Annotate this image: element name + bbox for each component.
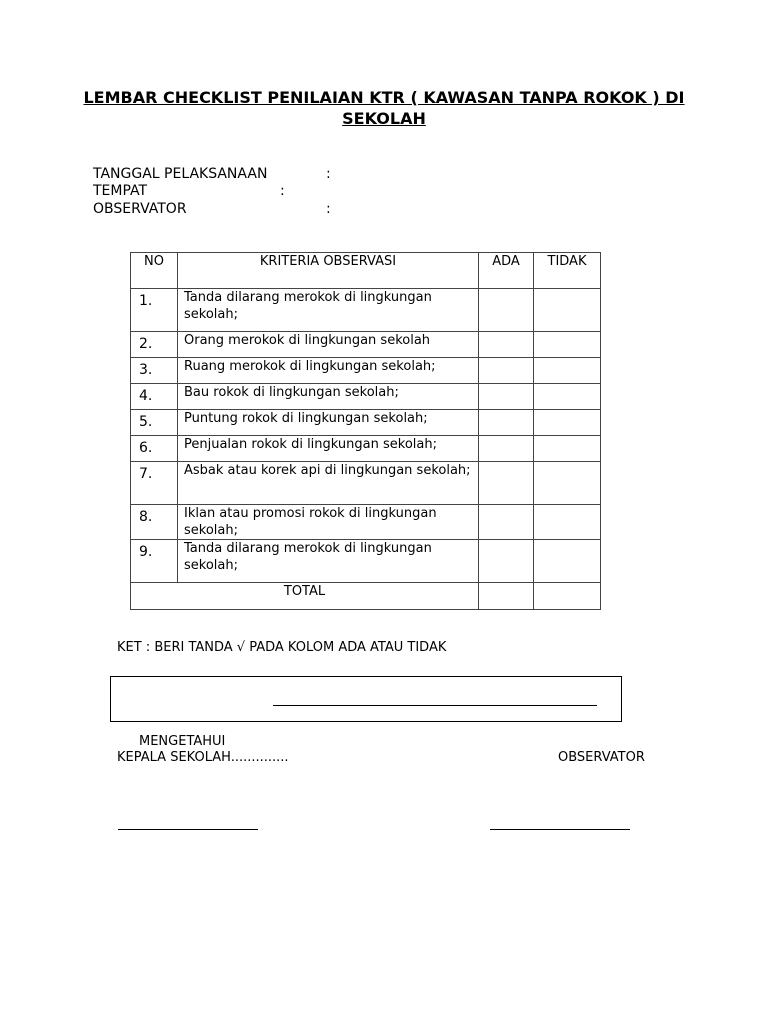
total-tidak-cell[interactable]: [534, 583, 601, 610]
row-tidak-cell[interactable]: [534, 410, 601, 436]
row-ada-cell[interactable]: [479, 384, 534, 410]
row-tidak-cell[interactable]: [534, 289, 601, 332]
header-tidak: TIDAK: [534, 253, 601, 289]
row-kriteria: Puntung rokok di lingkungan sekolah;: [178, 410, 479, 436]
row-no: 6.: [131, 436, 178, 462]
ket-instruction: KET : BERI TANDA √ PADA KOLOM ADA ATAU TIDAK: [117, 640, 447, 655]
row-no: 2.: [131, 332, 178, 358]
row-ada-cell[interactable]: [479, 540, 534, 583]
row-kriteria: Tanda dilarang merokok di lingkungan sekolah;: [178, 540, 479, 583]
table-row: [131, 505, 601, 540]
table-row: [131, 436, 601, 462]
observator-signature-label: OBSERVATOR: [558, 750, 645, 765]
row-no: 5.: [131, 410, 178, 436]
note-line: [273, 705, 597, 706]
row-kriteria: Ruang merokok di lingkungan sekolah;: [178, 358, 479, 384]
observator-signature-line: [490, 829, 630, 830]
tempat-label: TEMPAT: [93, 183, 148, 199]
table-row: [131, 410, 601, 436]
row-kriteria: Tanda dilarang merokok di lingkungan sekolah;: [178, 289, 479, 332]
header-kriteria: KRITERIA OBSERVASI: [178, 253, 479, 289]
row-kriteria: Orang merokok di lingkungan sekolah: [178, 332, 479, 358]
row-no: 9.: [131, 540, 178, 583]
row-no: 4.: [131, 384, 178, 410]
table-row: [131, 462, 601, 505]
header-no: NO: [131, 253, 178, 289]
row-tidak-cell[interactable]: [534, 505, 601, 540]
observator-colon: :: [326, 201, 331, 217]
row-kriteria: Bau rokok di lingkungan sekolah;: [178, 384, 479, 410]
row-kriteria: Iklan atau promosi rokok di lingkungan sekolah;: [178, 505, 479, 540]
table-row: [131, 540, 601, 583]
row-tidak-cell[interactable]: [534, 436, 601, 462]
row-ada-cell[interactable]: [479, 289, 534, 332]
row-no: 7.: [131, 462, 178, 505]
row-tidak-cell[interactable]: [534, 332, 601, 358]
kepala-sekolah-signature-line: [118, 829, 258, 830]
table-row: [131, 332, 601, 358]
row-tidak-cell[interactable]: [534, 462, 601, 505]
row-no: 3.: [131, 358, 178, 384]
kepala-sekolah-label: KEPALA SEKOLAH..............: [117, 750, 289, 765]
table-row: [131, 384, 601, 410]
row-ada-cell[interactable]: [479, 410, 534, 436]
row-no: 1.: [131, 289, 178, 332]
document-title: LEMBAR CHECKLIST PENILAIAN KTR ( KAWASAN TANPA ROKOK ) DI SEKOLAH: [83, 88, 685, 128]
row-tidak-cell[interactable]: [534, 384, 601, 410]
total-label: TOTAL: [131, 583, 479, 610]
row-ada-cell[interactable]: [479, 505, 534, 540]
observation-table: [130, 252, 601, 610]
total-ada-cell[interactable]: [479, 583, 534, 610]
row-tidak-cell[interactable]: [534, 358, 601, 384]
table-total-row: [131, 583, 601, 610]
note-box: [110, 676, 622, 722]
row-ada-cell[interactable]: [479, 332, 534, 358]
tempat-colon: :: [280, 183, 285, 199]
row-ada-cell[interactable]: [479, 462, 534, 505]
row-ada-cell[interactable]: [479, 436, 534, 462]
row-ada-cell[interactable]: [479, 358, 534, 384]
tanggal-colon: :: [326, 166, 331, 182]
row-tidak-cell[interactable]: [534, 540, 601, 583]
observator-label: OBSERVATOR: [93, 201, 187, 217]
row-no: 8.: [131, 505, 178, 540]
row-kriteria: Penjualan rokok di lingkungan sekolah;: [178, 436, 479, 462]
table-header-row: [131, 253, 601, 289]
header-ada: ADA: [479, 253, 534, 289]
table-row: [131, 358, 601, 384]
table-row: [131, 289, 601, 332]
row-kriteria: Asbak atau korek api di lingkungan sekolah;: [178, 462, 479, 505]
mengetahui-label: MENGETAHUI: [139, 734, 226, 749]
tanggal-label: TANGGAL PELAKSANAAN: [93, 166, 268, 182]
